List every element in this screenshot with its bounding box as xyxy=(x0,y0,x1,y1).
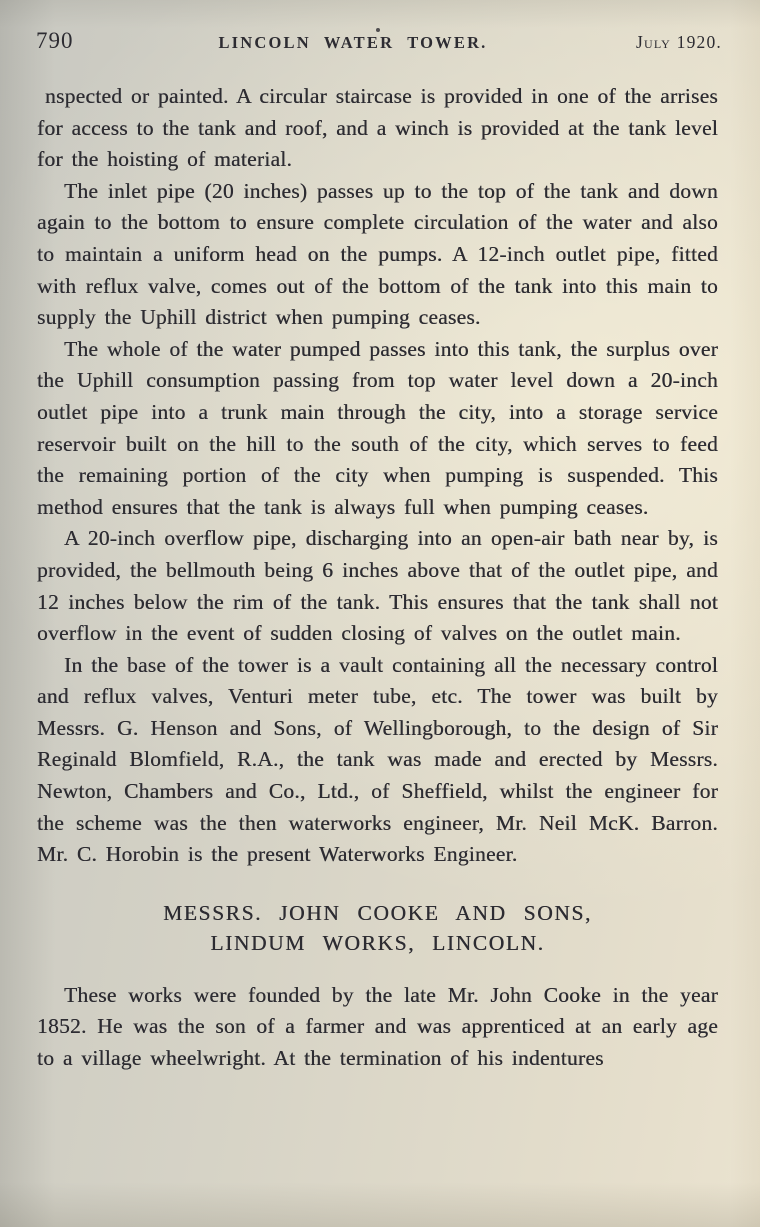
page-body xyxy=(0,54,760,1075)
paragraph-inlet-pipe: The inlet pipe (20 inches) passes up to the top of the tank and down again to the bottom to ensure complete circulation of the water and also to maintain a uniform head on the pumps. A 12-inch outlet pipe, fitted with reflux valve, comes out of the bottom of the tank into this main to supply the Uphill district when pumping ceases. xyxy=(37,178,718,330)
paragraph-overflow-pipe: A 20-inch overflow pipe, discharging into an open-air bath near by, is provided, the bellmouth being 6 inches above that of the outlet pipe, and 12 inches below the rim of the tank. This ensures that the tank shall not overflow in the event of sudden closing of valves on the outlet main. xyxy=(37,526,718,646)
section-heading-line1: MESSRS. JOHN COOKE AND SONS, xyxy=(163,900,592,925)
paragraph-continued: nspected or painted. A circular staircase is provided in one of the arrises for access to the tank and roof, and a winch is provided at the tank level for the hoisting of material. xyxy=(37,84,718,172)
running-title: LINCOLN WATER TOWER. xyxy=(218,33,488,52)
page-header xyxy=(0,0,760,54)
paragraph-john-cooke: These works were founded by the late Mr. John Cooke in the year 1852. He was the son of a farmer and was apprenticed at an early age to a village wheelwright. At the termination of his indentures xyxy=(37,982,718,1071)
section-heading-line2: LINDUM WORKS, LINCOLN. xyxy=(210,931,545,956)
paragraph-tower-base: In the base of the tower is a vault containing all the necessary control and reflux valves, Venturi meter tube, etc. The tower was built by Messrs. G. Henson and Sons, of Wellingborough, to the design of Sir Reginald Blomfield, R.A., the tank was made and erected by Messrs. Newton, Chambers and Co., Ltd., of Sheffield, whilst the engineer for the scheme was the then waterworks engineer, Mr. Neil McK. Barron. Mr. C. Horobin is the present Waterworks Engineer. xyxy=(37,652,718,867)
page-number: 790 xyxy=(36,28,74,53)
section-heading xyxy=(37,898,718,959)
issue-date: July 1920. xyxy=(635,32,722,52)
scan-artifact-dot xyxy=(376,28,380,32)
paragraph-water-pumped: The whole of the water pumped passes into this tank, the surplus over the Uphill consumption passing from top water level down a 20-inch outlet pipe into a trunk main through the city, into a storage service reservoir built on the hill to the south of the city, which serves to feed the remaining portion of the city when pumping is suspended. This method ensures that the tank is always full when pumping ceases. xyxy=(37,336,718,519)
